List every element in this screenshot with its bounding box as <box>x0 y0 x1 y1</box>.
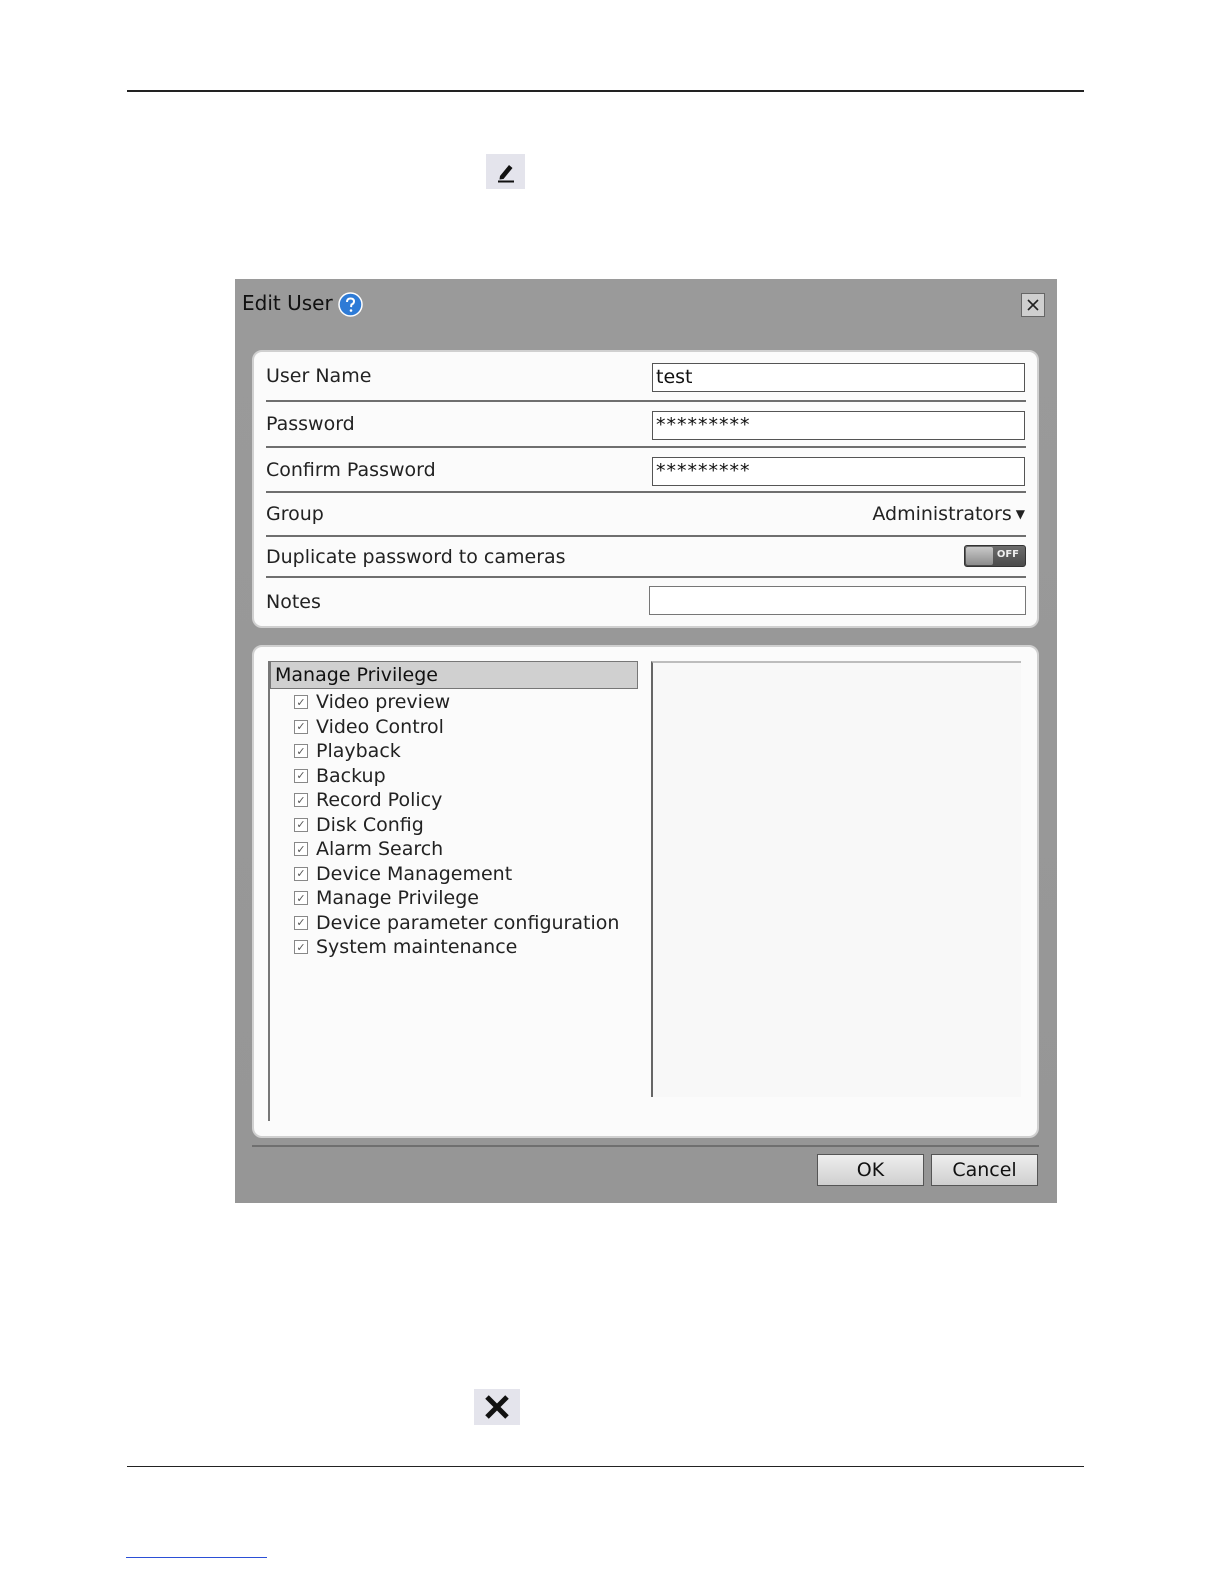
privilege-item[interactable] <box>294 715 619 740</box>
edit-user-dialog <box>235 279 1057 1203</box>
checkbox-checked-icon[interactable]: ✓ <box>294 842 308 856</box>
duplicate-password-toggle[interactable] <box>964 545 1026 567</box>
privilege-detail-area <box>651 661 1021 1097</box>
privilege-item[interactable] <box>294 788 619 813</box>
notes-label: Notes <box>266 591 321 613</box>
button-separator <box>252 1145 1039 1147</box>
privilege-item[interactable] <box>294 837 619 862</box>
privilege-item[interactable] <box>294 862 619 887</box>
checkbox-checked-icon[interactable]: ✓ <box>294 744 308 758</box>
privilege-item[interactable] <box>294 911 619 936</box>
x-delete-icon[interactable] <box>474 1389 520 1425</box>
privilege-item-label: System maintenance <box>316 936 518 959</box>
toggle-state: OFF <box>996 549 1019 560</box>
checkbox-checked-icon[interactable]: ✓ <box>294 769 308 783</box>
checkbox-checked-icon[interactable]: ✓ <box>294 940 308 954</box>
privilege-item-label: Playback <box>316 740 401 763</box>
checkbox-checked-icon[interactable]: ✓ <box>294 793 308 807</box>
chevron-down-icon: ▼ <box>1015 507 1025 521</box>
group-value: Administrators <box>872 503 1012 525</box>
dialog-title: Edit User <box>242 291 333 315</box>
group-row <box>266 493 1026 537</box>
notes-row <box>266 578 1026 626</box>
footer-rule <box>127 1466 1084 1467</box>
privilege-item-label: Video Control <box>316 715 444 738</box>
duplicate-password-label: Duplicate password to cameras <box>266 545 566 568</box>
privilege-item[interactable] <box>294 935 619 960</box>
privilege-item-label: Device Management <box>316 862 513 885</box>
question-help-icon[interactable] <box>338 292 363 317</box>
checkbox-checked-icon[interactable]: ✓ <box>294 695 308 709</box>
pencil-edit-icon[interactable] <box>486 154 525 189</box>
user-name-label: User Name <box>266 365 372 387</box>
cancel-button[interactable]: Cancel <box>931 1154 1038 1186</box>
privilege-item-label: Backup <box>316 764 386 787</box>
privilege-item[interactable] <box>294 764 619 789</box>
privilege-item-label: Alarm Search <box>316 838 444 861</box>
header-rule <box>127 90 1084 92</box>
password-label: Password <box>266 413 355 435</box>
privilege-item[interactable] <box>294 690 619 715</box>
password-row <box>266 402 1026 448</box>
confirm-password-label: Confirm Password <box>266 458 436 481</box>
privilege-item[interactable] <box>294 739 619 764</box>
privilege-item-label: Device parameter configuration <box>316 911 620 934</box>
confirm-password-row <box>266 448 1026 493</box>
checkbox-checked-icon[interactable]: ✓ <box>294 891 308 905</box>
notes-input[interactable] <box>649 586 1026 615</box>
close-icon[interactable] <box>1021 293 1045 317</box>
confirm-password-input[interactable]: ********* <box>652 457 1025 486</box>
user-name-row <box>266 352 1026 402</box>
privilege-item[interactable] <box>294 813 619 838</box>
privilege-tree <box>268 661 638 1121</box>
privilege-item-label: Disk Config <box>316 813 424 836</box>
privilege-item-label: Video preview <box>316 691 451 714</box>
checkbox-checked-icon[interactable]: ✓ <box>294 720 308 734</box>
user-name-input[interactable]: test <box>652 363 1025 392</box>
checkbox-checked-icon[interactable]: ✓ <box>294 818 308 832</box>
footer-link-underline <box>126 1557 267 1558</box>
user-form-panel <box>252 350 1039 628</box>
group-select[interactable] <box>872 503 1025 525</box>
toggle-knob <box>966 547 993 565</box>
privilege-item-label: Manage Privilege <box>316 887 479 910</box>
group-label: Group <box>266 503 324 525</box>
privilege-item-label: Record Policy <box>316 789 443 812</box>
duplicate-password-row <box>266 537 1026 578</box>
ok-button[interactable]: OK <box>817 1154 924 1186</box>
privilege-tree-header[interactable]: Manage Privilege <box>270 661 638 689</box>
checkbox-checked-icon[interactable]: ✓ <box>294 867 308 881</box>
password-input[interactable]: ********* <box>652 411 1025 440</box>
checkbox-checked-icon[interactable]: ✓ <box>294 916 308 930</box>
privilege-list <box>294 690 619 960</box>
privilege-item[interactable] <box>294 886 619 911</box>
privilege-panel <box>252 645 1039 1138</box>
